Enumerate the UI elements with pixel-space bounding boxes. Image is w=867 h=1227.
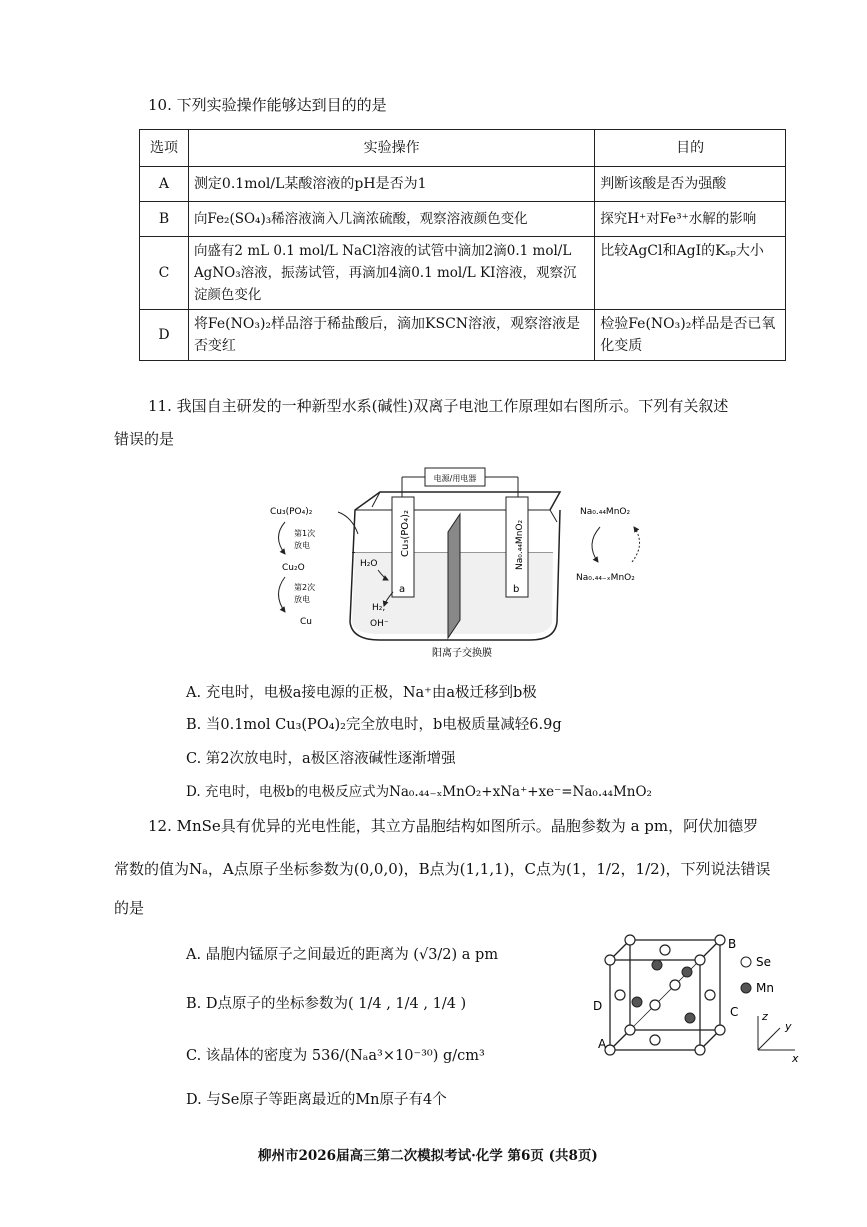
label-a: a (399, 584, 406, 595)
crystal-diagram (590, 930, 810, 1070)
membrane (448, 514, 460, 638)
legend-se: Se (756, 955, 771, 969)
h2o-label: H₂O (360, 559, 378, 569)
q11-option-b: B. 当0.1mol Cu₃(PO₄)₂完全放电时，b电极质量减轻6.9g (186, 717, 562, 733)
q11-option-c: C. 第2次放电时，a极区溶液碱性逐渐增强 (186, 751, 456, 767)
row-operation: 将Fe(NO₃)₂样品溶于稀盐酸后，滴加KSCN溶液，观察溶液是否变红 (188, 310, 594, 361)
right-electrode-label: Na₀.₄₄MnO₂ (515, 519, 525, 570)
row-key: B (140, 202, 189, 237)
q12-line1: 12. MnSe具有优异的光电性能，其立方晶胞结构如图所示。晶胞参数为 a pm，阿伏加德罗 (148, 817, 759, 835)
label-C: C (730, 1005, 739, 1019)
membrane-label: 阳离子交换膜 (432, 648, 492, 659)
table-row (140, 237, 786, 310)
q12-option-b: B. D点原子的坐标参数为( 1/4 , 1/4 , 1/4 ) (186, 996, 467, 1012)
table-row (140, 202, 786, 237)
row-operation: 向盛有2 mL 0.1 mol/L NaCl溶液的试管中滴加2滴0.1 mol/L AgNO₃溶液，振荡试管，再滴加4滴0.1 mol/L KI溶液，观察沉淀颜色变化 (188, 237, 594, 310)
step2b: 放电 (294, 595, 310, 604)
axis-z: z (762, 1010, 768, 1023)
row-goal: 探究H⁺对Fe³⁺水解的影响 (595, 202, 786, 237)
label-A: A (598, 1037, 607, 1051)
row-goal: 检验Fe(NO₃)₂样品是否已氧化变质 (595, 310, 786, 361)
row-key: D (140, 310, 189, 361)
label-b: b (513, 584, 520, 595)
legend-se-marker (741, 957, 751, 967)
header-goal: 目的 (595, 130, 786, 167)
q11-option-d: D. 充电时，电极b的电极反应式为Na₀.₄₄₋ₓMnO₂+xNa⁺+xe⁻=Na₀.₄₄MnO₂ (186, 784, 652, 800)
legend-mn: Mn (756, 981, 774, 995)
h2-label: H₂, (372, 603, 386, 613)
header-option: 选项 (140, 130, 189, 167)
cycle-cu2o: Cu₂O (282, 563, 305, 573)
q11-line1: 11. 我国自主研发的一种新型水系(碱性)双离子电池工作原理如右图所示。下列有关叙述 (148, 397, 729, 415)
cycle-na-bottom: Na₀.₄₄₋ₓMnO₂ (576, 573, 635, 583)
left-electrode-label: Cu₃(PO₄)₂ (400, 509, 411, 557)
q12-line2: 常数的值为Nₐ，A点原子坐标参数为(0,0,0)，B点为(1,1,1)，C点为(1，1/2，1/2)，下列说法错误 (114, 860, 771, 878)
q11-line2: 错误的是 (114, 430, 175, 448)
q10-table (139, 129, 786, 361)
q11-option-a: A. 充电时，电极a接电源的正极，Na⁺由a极迁移到b极 (186, 685, 537, 701)
row-key: C (140, 237, 189, 310)
q12-line3: 的是 (114, 899, 145, 917)
oh-label: OH⁻ (370, 619, 389, 629)
q10-title: 10. 下列实验操作能够达到目的的是 (148, 96, 387, 114)
page-footer: 柳州市2026届高三第二次模拟考试·化学 第6页 (共8页) (258, 1148, 598, 1164)
row-key: A (140, 167, 189, 202)
q12-option-c: C. 该晶体的密度为 536/(Nₐa³×10⁻³⁰) g/cm³ (186, 1048, 485, 1064)
axis-y: y (785, 1020, 792, 1033)
row-operation: 向Fe₂(SO₄)₃稀溶液滴入几滴浓硫酸，观察溶液颜色变化 (188, 202, 594, 237)
row-goal: 判断该酸是否为强酸 (595, 167, 786, 202)
battery-diagram (260, 462, 680, 662)
step1b: 放电 (294, 541, 310, 550)
power-label: 电源/用电器 (433, 474, 477, 483)
step2: 第2次 (294, 583, 316, 592)
label-B: B (728, 937, 737, 951)
legend-mn-marker (741, 983, 751, 993)
label-D: D (593, 999, 603, 1013)
table-row (140, 167, 786, 202)
row-goal: 比较AgCl和AgI的Kₛₚ大小 (595, 237, 786, 310)
cycle-na-top: Na₀.₄₄MnO₂ (580, 507, 631, 517)
q12-option-d: D. 与Se原子等距离最近的Mn原子有4个 (186, 1092, 447, 1108)
header-operation: 实验操作 (188, 130, 594, 167)
cycle-cu3po4: Cu₃(PO₄)₂ (270, 507, 313, 517)
row-operation: 测定0.1mol/L某酸溶液的pH是否为1 (188, 167, 594, 202)
cycle-cu: Cu (300, 617, 312, 627)
axis-x: x (792, 1052, 799, 1065)
q12-option-a: A. 晶胞内锰原子之间最近的距离为 (√3/2) a pm (186, 947, 499, 963)
step1: 第1次 (294, 529, 316, 538)
table-row (140, 310, 786, 361)
table-header-row (140, 130, 786, 167)
